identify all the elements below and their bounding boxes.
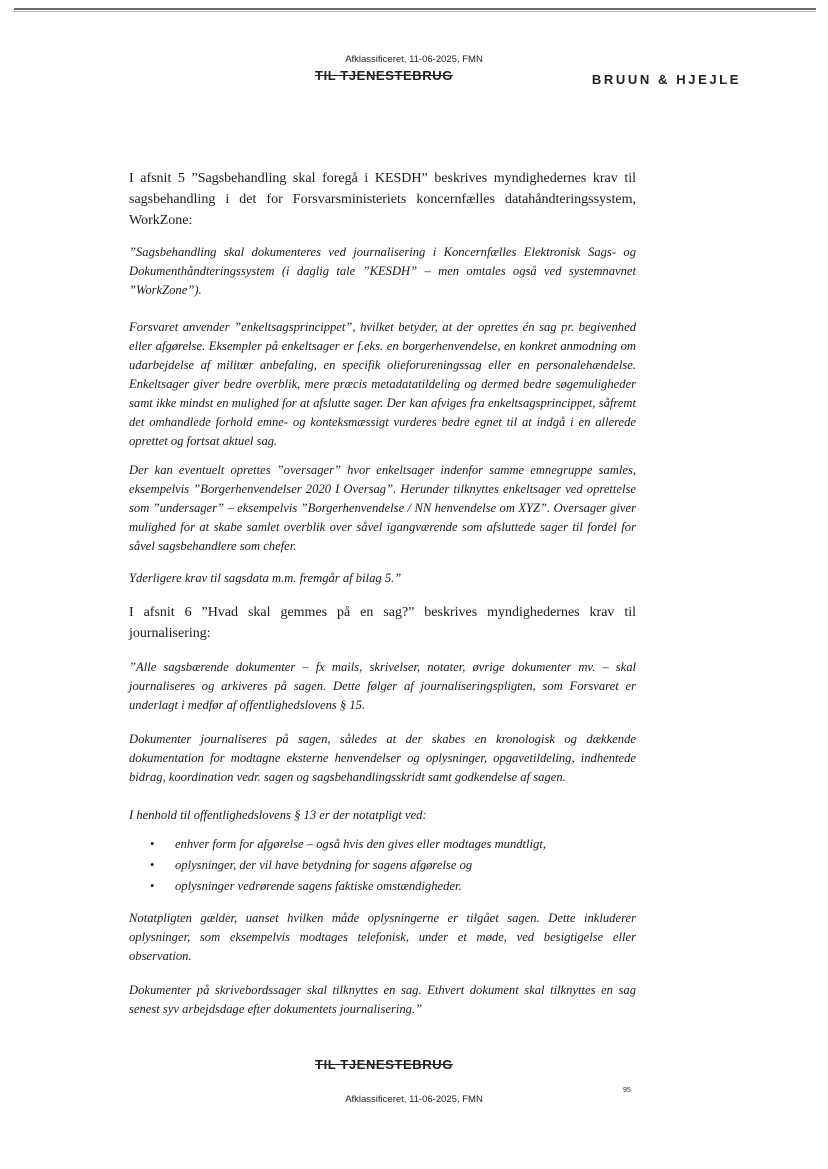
quote-paragraph: ”Alle sagsbærende dokumenter – fx mails, skrivelser, notater, øvrige dokumenter mv. – skal journaliseres og arkiveres på sagen. Dette følger af journaliseringspligten, som Forsvaret er underlagt i medfør af offentlighedslovens § 15. (129, 660, 636, 712)
intro-section-6: I afsnit 6 ”Hvad skal gemmes på en sag?” beskrives myndighedernes krav til journalisering: (129, 605, 636, 641)
quote-paragraph: Notatpligten gælder, uanset hvilken måde oplysningerne er tilgået sagen. Dette inkluderer oplysninger, som eksempelvis modtages telefonisk, under et møde, ved besigtigelse eller observation. (129, 911, 636, 963)
list-item: • oplysninger vedrørende sagens faktiske omstændigheder. (129, 876, 636, 897)
quote-paragraph: Yderligere krav til sagsdata m.m. fremgår af bilag 5.” (129, 571, 402, 585)
intro-section-5: I afsnit 5 ”Sagsbehandling skal foregå i KESDH” beskrives myndighedernes krav til sagsbehandling i det for Forsvarsministeriets koncernfælles datahåndteringssystem, WorkZone: (129, 171, 636, 228)
classification-footer: TIL TJENESTEBRUG (315, 1057, 453, 1072)
quote-paragraph: Der kan eventuelt oprettes ”oversager” hvor enkeltsager indenfor samme emnegruppe samles, eksempelvis ”Borgerhenvendelser 2020 I Oversag”. Herunder tilknyttes enkeltsager ved oprettelse som ”undersager” – eksempelvis ”Borgerhenvendelse / NN henvendelse om XYZ”. Oversager giver mulighed for at skabe samlet overblik over såvel igangværende som afsluttede sager til fordel for såvel sagsbehandlere som chefer. (129, 463, 636, 553)
classification-header: TIL TJENESTEBRUG (315, 68, 453, 83)
list-item: • oplysninger, der vil have betydning for sagens afgørelse og (129, 855, 636, 876)
page-number: 95 (623, 1087, 631, 1094)
quote-paragraph: Forsvaret anvender ”enkeltsagsprincippet”, hvilket betyder, at der oprettes én sag pr. begivenhed eller afgørelse. Eksempler på enkeltsager er f.eks. en borgerhenvendelse, en konkret anmodning om udarbejdelse af militær anbefaling, en specifik olieforureningssag eller en personalehændelse. Enkeltsager giver bedre overblik, mere præcis metadatatildeling og dermed bedre søgemuligheder samt ikke mindst en mulighed for at afslutte sager. Der kan afviges fra enkeltsagsprincippet, såfremt det omhandlede forhold emne- og konteksmæssigt vurderes bedre egnet til at indgå i en allerede oprettet og fortsat aktuel sag. (129, 320, 636, 448)
quote-paragraph: ”Sagsbehandling skal dokumenteres ved journalisering i Koncernfælles Elektronisk Sags- og Dokumenthåndteringssystem (i daglig tale ”KESDH” – men omtales også ved systemnavnet ”WorkZone”). (129, 245, 636, 297)
list-item: • enhver form for afgørelse – også hvis den gives eller modtages mundtligt, (129, 834, 636, 855)
brand-logo: BRUUN & HJEJLE (591, 72, 741, 87)
declassified-stamp-top: Afklassificeret, 11-06-2025, FMN (345, 54, 483, 65)
declassified-stamp-bottom: Afklassificeret, 11-06-2025, FMN (345, 1094, 483, 1105)
scan-top-edge (14, 8, 816, 10)
quote-paragraph: Dokumenter på skrivebordssager skal tilknyttes en sag. Ethvert dokument skal tilknyttes en sag senest syv arbejdsdage efter dokumentets journalisering.” (129, 983, 636, 1016)
notatpligt-list (129, 834, 636, 897)
scan-top-edge-shadow (14, 11, 816, 12)
quote-paragraph: Dokumenter journaliseres på sagen, således at der skabes en kronologisk og dækkende dokumentation for modtagne eksterne henvendelser og oplysninger, opgavetildeling, indhentede bidrag, koordination vedr. sagen og sagsbehandlingsskridt samt godkendelse af sagen. (129, 732, 636, 784)
quote-paragraph: I henhold til offentlighedslovens § 13 er der notatpligt ved: (129, 808, 427, 822)
